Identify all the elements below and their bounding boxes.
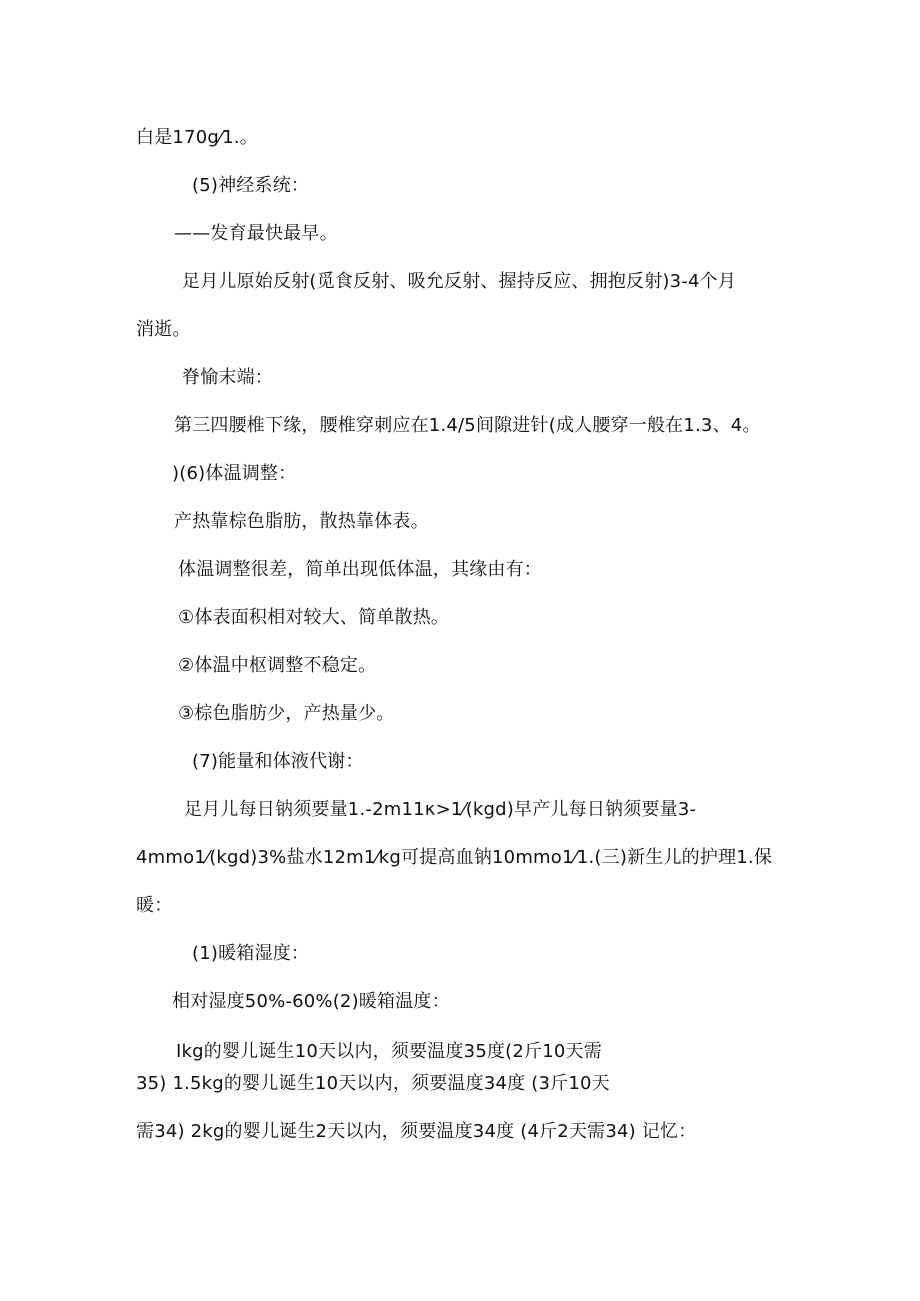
text-line-4: 足月儿原始反射(觅食反射、吸允反射、握持反应、拥抱反射)3-4个月 [182, 271, 737, 292]
section-heading-nervous-system: (5)神经系统： [192, 175, 310, 196]
text-line-15: 足月儿每日钠须要量1.-2m11κ>1⁄(kgd)早产儿每日钠须要量3- [184, 799, 697, 820]
text-line-19: 相对湿度50%-60%(2)暖箱温度： [172, 991, 450, 1012]
list-item-2: ②体温中枢调整不稳定。 [178, 655, 377, 676]
section-heading-temperature: )(6)体温调整： [172, 463, 297, 484]
text-line-16: 4mmo1⁄(kgd)3%盐水12m1⁄kg可提高血钠10mmo1⁄1.(三)新生儿的护理1.保 [136, 847, 773, 868]
text-line-5: 消逝。 [136, 319, 191, 340]
text-line-20: Ikg的婴儿诞生10天以内，须要温度35度(2斤10天需 [176, 1041, 602, 1062]
list-item-1: ①体表面积相对较大、简单散热。 [178, 607, 450, 628]
text-line-21: 35) 1.5kg的婴儿诞生10天以内，须要温度34度 (3斤10天 [136, 1073, 610, 1094]
section-heading-energy: (7)能量和体液代谢： [192, 751, 364, 772]
text-line-6: 脊愉末端： [182, 367, 273, 388]
text-line-9: 产热靠棕色脂肪，散热靠体表。 [174, 511, 429, 532]
text-line-7: 第三四腰椎下缘，腰椎穿刺应在1.4/5间隙进针(成人腰穿一般在1.3、4。 [174, 415, 761, 436]
section-heading-incubator-humidity: (1)暖箱湿度： [192, 943, 310, 964]
text-line-17: 暖： [136, 895, 173, 916]
text-line-3: ——发育最快最早。 [174, 223, 338, 244]
text-line-10: 体温调整很差，简单出现低体温，其缘由有： [178, 559, 542, 580]
text-line-1: 白是170g⁄1.。 [136, 127, 258, 148]
text-line-22: 需34) 2kg的婴儿诞生2天以内，须要温度34度 (4斤2天需34) 记忆： [136, 1121, 697, 1142]
list-item-3: ③棕色脂肪少，产热量少。 [178, 703, 395, 724]
